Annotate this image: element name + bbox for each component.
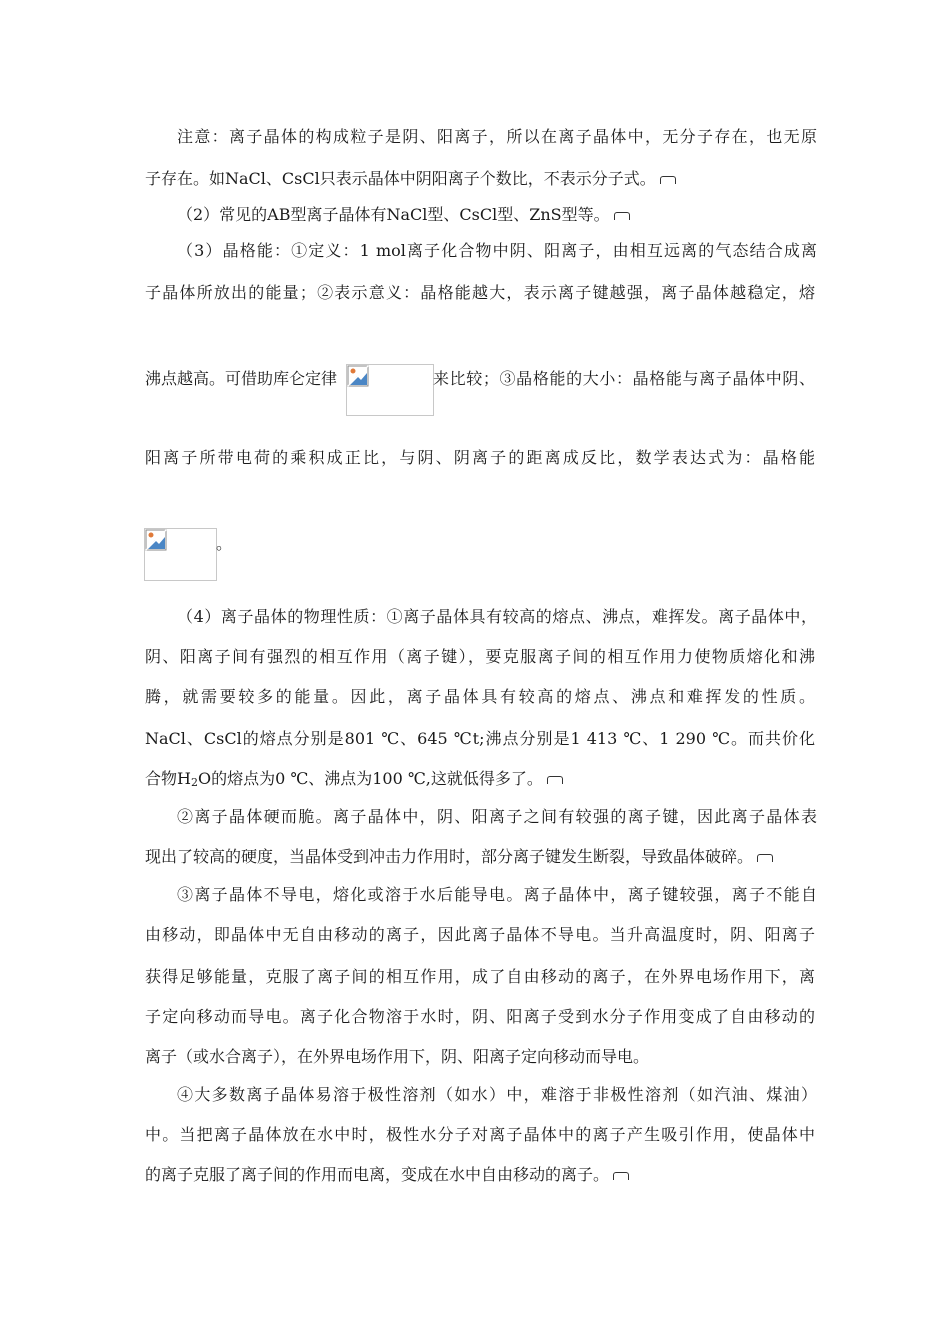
text-line: ②离子晶体硬而脆。离子晶体中，阴、阳离子之间有较强的离子键，因此离子晶体表	[177, 807, 817, 826]
text-line: 子定向移动而导电。离子化合物溶于水时，阴、阳离子受到水分子作用变成了自由移动的	[145, 1007, 815, 1026]
text-line: （3）晶格能：①定义：1 mol离子化合物中阴、阳离子，由相互远离的气态结合成离	[177, 241, 817, 260]
text-line: 腾，就需要较多的能量。因此，离子晶体具有较高的熔点、沸点和难挥发的性质。	[145, 687, 815, 706]
text-line: 来比较；③晶格能的大小：晶格能与离子晶体中阴、	[433, 369, 815, 388]
text-line: 子存在。如NaCl、CsCl只表示晶体中阴阳离子个数比，不表示分子式。	[145, 168, 815, 190]
text-line: 合物H2O的熔点为0 ℃、沸点为100 ℃,这就低得多了。	[145, 768, 815, 794]
text-line: 的离子克服了离子间的作用而电离，变成在水中自由移动的离子。	[145, 1164, 815, 1186]
text-line: 注意：离子晶体的构成粒子是阴、阳离子，所以在离子晶体中，无分子存在，也无原	[177, 127, 817, 146]
text-line: 获得足够能量，克服了离子间的相互作用，成了自由移动的离子，在外界电场作用下，离	[145, 967, 815, 986]
text-line: 中。当把离子晶体放在水中时，极性水分子对离子晶体中的离子产生吸引作用，使晶体中	[145, 1125, 815, 1144]
text-line: 现出了较高的硬度，当晶体受到冲击力作用时，部分离子键发生断裂，导致晶体破碎。	[145, 846, 815, 868]
text-line: （4）离子晶体的物理性质：①离子晶体具有较高的熔点、沸点，难挥发。离子晶体中，	[177, 607, 817, 626]
text-line: 离子（或水合离子），在外界电场作用下，阴、阳离子定向移动而导电。	[145, 1047, 650, 1066]
text-line: NaCl、CsCl的熔点分别是801 ℃、645 ℃t;沸点分别是1 413 ℃、1 290 ℃。而共价化	[145, 729, 815, 748]
text-line: 沸点越高。可借助库仑定律	[145, 369, 338, 388]
broken-image-coulomb-law	[346, 364, 434, 416]
text-line: 阳离子所带电荷的乘积成正比，与阴、阴离子的距离成反比，数学表达式为：晶格能	[145, 448, 815, 467]
paragraph-mark-icon	[613, 1172, 629, 1180]
paragraph-mark-icon	[614, 212, 630, 220]
text-line: 。	[216, 534, 233, 553]
broken-image-lattice-energy-formula	[144, 528, 217, 581]
text-line: （2）常见的AB型离子晶体有NaCl型、CsCl型、ZnS型等。	[177, 204, 817, 226]
paragraph-mark-icon	[547, 776, 563, 784]
text-line: ④大多数离子晶体易溶于极性溶剂（如水）中，难溶于非极性溶剂（如汽油、煤油）	[177, 1085, 817, 1104]
paragraph-mark-icon	[660, 176, 676, 184]
paragraph-mark-icon	[757, 854, 773, 862]
text-line: 由移动，即晶体中无自由移动的离子，因此离子晶体不导电。当升高温度时，阴、阳离子	[145, 925, 815, 944]
text-line: 阴、阳离子间有强烈的相互作用（离子键），要克服离子间的相互作用力使物质熔化和沸	[145, 647, 815, 666]
broken-image-icon	[145, 529, 167, 551]
text-line: ③离子晶体不导电，熔化或溶于水后能导电。离子晶体中，离子键较强，离子不能自	[177, 885, 817, 904]
text-line: 子晶体所放出的能量；②表示意义：晶格能越大，表示离子键越强，离子晶体越稳定，熔	[145, 283, 815, 302]
broken-image-icon	[347, 365, 369, 387]
